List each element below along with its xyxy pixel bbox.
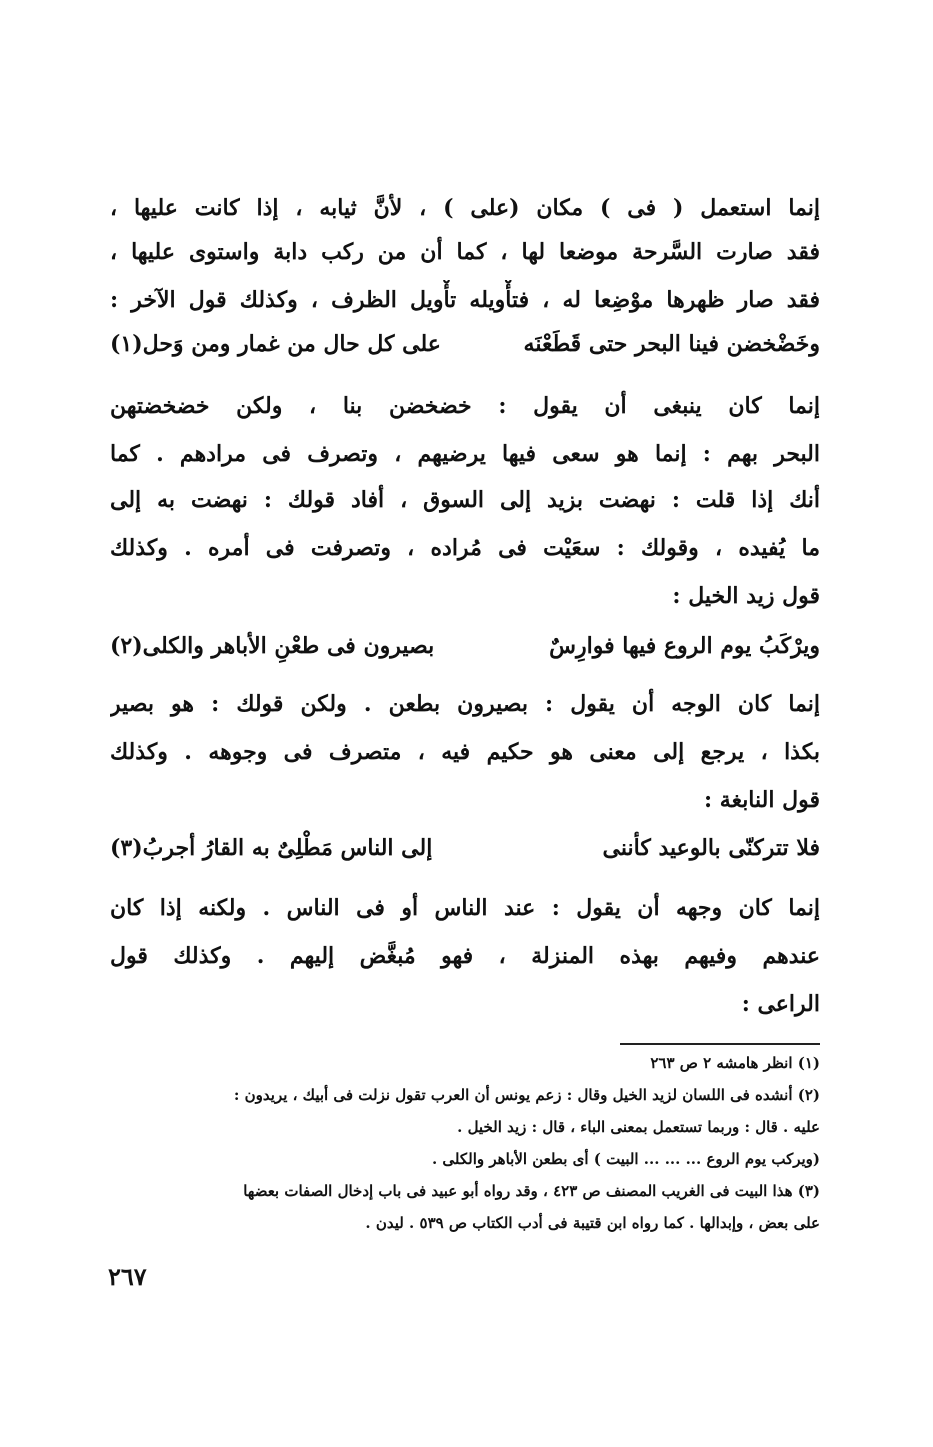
footnote-line: على بعض ، وإبدالها . كما رواه ابن قتيبة فى أدب الكتاب ص ٥٣٩ . ليدن . [365, 1214, 820, 1232]
footnote-separator [620, 1043, 820, 1045]
text-line: بكذا ، يرجع إلى معنى هو حكيم فيه ، متصرف فى وجوهه . وكذلك [110, 739, 820, 765]
text-line: إنما كان الوجه أن يقول : بصيرون بطعن . ولكن قولك : هو بصير [110, 691, 820, 717]
footnote-reference: (١) [110, 331, 143, 357]
verse-line [110, 626, 820, 666]
footnote-line: (ويركب يوم الروع ... ... ... البيت ) أى بطعن الأباهر والكلى . [431, 1150, 820, 1168]
text-line: الراعى : [741, 991, 820, 1017]
verse-second-hemistich [110, 626, 434, 666]
verse-second-hemistich [110, 828, 432, 868]
page-number: ٢٦٧ [108, 1262, 147, 1291]
text-line: فقد صار ظهرها موْضِعا له ، فتأْويله تأْويل الظرف ، وكذلك قول الآخر : [110, 287, 820, 313]
text-line: قول النابغة : [704, 787, 820, 813]
verse-first-hemistich: ويرْكَبُ يوم الروع فيها فوارِسٌ [549, 633, 820, 659]
text-line: قول زيد الخيل : [672, 583, 820, 609]
verse-text: بصيرون فى طعْنِ الأباهر والكلى [142, 633, 435, 659]
verse-text: إلى الناس مَطْلِىٌ به القارُ أجربُ [142, 835, 433, 861]
verse-line [110, 828, 820, 868]
footnote-line: عليه . قال : وربما تستعمل بمعنى الباء ، قال : زيد الخيل . [457, 1118, 820, 1136]
verse-first-hemistich: فلا تتركنّى بالوعيد كأننى [602, 835, 820, 861]
footnote-line: (٢) أنشده فى اللسان لزيد الخيل وقال : زعم يونس أن العرب تقول نزلت فى أبيك ، يريدون : [233, 1086, 820, 1104]
text-line: أنك إذا قلت : نهضت بزيد إلى السوق ، أفاد قولك : نهضت به إلى [110, 487, 820, 513]
text-line: فقد صارت السَّرحة موضعا لها ، كما أن من ركب دابة واستوى عليها ، [110, 239, 820, 265]
footnote-line: (١) انظر هامشه ٢ ص ٢٦٣ [650, 1054, 820, 1072]
verse-first-hemistich: وخَضْخضن فينا البحر حتى قَطَعْنَه [523, 331, 820, 357]
text-line: إنما كان وجهه أن يقول : عند الناس أو فى الناس . ولكنه إذا كان [110, 895, 820, 921]
verse-second-hemistich [110, 324, 441, 364]
text-line: ما يُفيده ، وقولك : سعَيْت فى مُراده ، وتصرفت فى أمره . وكذلك [110, 535, 820, 561]
text-line: إنما استعمل ( فى ) مكان (على ) ، لأنَّ ثيابه ، إذا كانت عليها ، [110, 195, 820, 221]
footnote-reference: (٢) [110, 633, 143, 659]
text-line: البحر بهم : إنما هو سعى فيها يرضيهم ، وتصرف فى مرادهم . كما [110, 441, 820, 467]
footnote-reference: (٣) [110, 835, 143, 861]
verse-text: على كل حال من غمار ومن وَحل [142, 331, 441, 357]
text-line: عندهم وفيهم بهذه المنزلة ، فهو مُبغَّض إليهم . وكذلك قول [110, 943, 820, 969]
text-line: إنما كان ينبغى أن يقول : خضخضن بنا ، ولكن خضخضتهن [110, 393, 820, 419]
verse-line [110, 324, 820, 364]
footnote-line: (٣) هذا البيت فى الغريب المصنف ص ٤٢٣ ، وقد رواه أبو عبيد فى باب إدخال الصفات بعضها [243, 1182, 820, 1200]
